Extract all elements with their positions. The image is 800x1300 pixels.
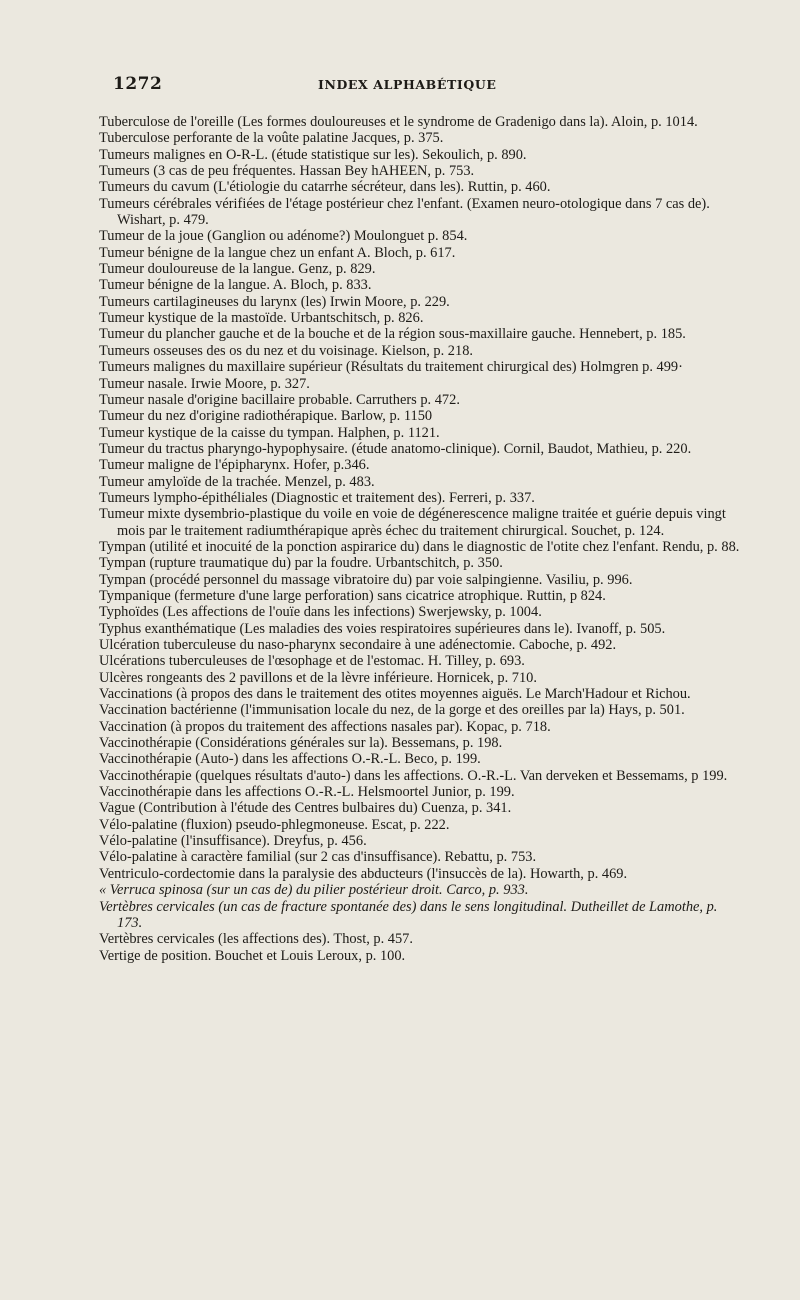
index-entry: Tumeurs osseuses des os du nez et du voisinage. Kielson, p. 218. — [99, 342, 473, 359]
index-entry: Tuberculose perforante de la voûte palatine Jacques, p. 375. — [99, 130, 444, 147]
index-entry: Tumeur kystique de la caisse du tympan. Halphen, p. 1121. — [99, 424, 440, 441]
index-entries — [99, 114, 744, 964]
index-entry: Tumeur amyloïde de la trachée. Menzel, p. 483. — [99, 473, 375, 490]
index-entry: Tumeur nasale d'origine bacillaire probable. Carruthers p. 472. — [99, 391, 460, 408]
index-entry: Vertèbres cervicales (les affections des). Thost, p. 457. — [99, 931, 413, 948]
index-entry: Vaccinothérapie (Considérations générales sur la). Bessemans, p. 198. — [99, 735, 503, 752]
index-entry: Typhus exanthématique (Les maladies des voies respiratoires supérieures dans le). Ivanoff, p. 505. — [99, 620, 666, 637]
index-entry: Tumeur du plancher gauche et de la bouche et de la région sous-maxillaire gauche. Hennebert, p. 185. — [99, 326, 686, 343]
index-entry: Vélo-palatine (fluxion) pseudo-phlegmoneuse. Escat, p. 222. — [99, 816, 450, 833]
index-entry: Tympan (utilité et inocuité de la ponction aspirarice du) dans le diagnostic de l'otite chez l'enfant. Rendu, p. 88. — [99, 538, 740, 555]
index-entry: Tympan (procédé personnel du massage vibratoire du) par voie salpingienne. Vasiliu, p. 996. — [99, 571, 633, 588]
index-entry: « Verruca spinosa (sur un cas de) du pilier postérieur droit. Carco, p. 933. — [99, 882, 529, 899]
index-entry: Tumeurs cérébrales vérifiées de l'étage postérieur chez l'enfant. (Examen neuro-otologique dans 7 cas de). Wishart, p. 479. — [99, 195, 710, 229]
running-head: INDEX ALPHABÉTIQUE — [318, 77, 497, 92]
index-entry: Vélo-palatine à caractère familial (sur 2 cas d'insuffisance). Rebattu, p. 753. — [99, 849, 537, 866]
index-entry: Tumeur bénigne de la langue chez un enfant A. Bloch, p. 617. — [99, 244, 456, 261]
index-entry: Ulcérations tuberculeuses de l'œsophage et de l'estomac. H. Tilley, p. 693. — [99, 653, 525, 670]
index-entry: Tumeur nasale. Irwie Moore, p. 327. — [99, 375, 310, 392]
index-entry: Vertèbres cervicales (un cas de fracture spontanée des) dans le sens longitudinal. Dutheillet de Lamothe, p. 173. — [99, 898, 718, 931]
index-entry: Vaccinothérapie (quelques résultats d'auto-) dans les affections. O.-R.-L. Van derveken et Bessemams, p 199. — [99, 767, 728, 784]
index-entry: Vaccinothérapie (Auto-) dans les affections O.-R.-L. Beco, p. 199. — [99, 751, 481, 768]
index-entry: Vague (Contribution à l'étude des Centres bulbaires du) Cuenza, p. 341. — [99, 800, 512, 817]
index-entry: Ventriculo-cordectomie dans la paralysie des abducteurs (l'insuccès de la). Howarth, p. 469. — [99, 865, 628, 882]
index-entry: Tumeurs malignes du maxillaire supérieur (Résultats du traitement chirurgical des) Holmgren p. 499· — [99, 359, 683, 376]
index-entry: Vélo-palatine (l'insuffisance). Dreyfus, p. 456. — [99, 833, 367, 850]
index-entry: Vaccinations (à propos des dans le traitement des otites moyennes aiguës. Le March'Hadour et Richou. — [99, 686, 691, 703]
index-entry: Tumeur du tractus pharyngo-hypophysaire. (étude anatomo-clinique). Cornil, Baudot, Mathieu, p. 220. — [99, 440, 692, 457]
index-entry: Vaccination bactérienne (l'immunisation locale du nez, de la gorge et des oreilles par la) Hays, p. 501. — [99, 702, 685, 719]
index-entry: Tympan (rupture traumatique du) par la foudre. Urbantschitch, p. 350. — [99, 555, 503, 572]
index-entry: Tumeur bénigne de la langue. A. Bloch, p. 833. — [99, 277, 372, 294]
index-entry: Vaccinothérapie dans les affections O.-R.-L. Helsmoortel Junior, p. 199. — [99, 784, 515, 801]
index-entry: Tympanique (fermeture d'une large perforation) sans cicatrice atrophique. Ruttin, p 824. — [99, 587, 606, 604]
index-entry: Ulcères rongeants des 2 pavillons et de la lèvre inférieure. Hornicek, p. 710. — [99, 669, 537, 686]
index-entry: Tumeurs du cavum (L'étiologie du catarrhe sécréteur, dans les). Ruttin, p. 460. — [99, 179, 551, 196]
index-entry: Tumeurs cartilagineuses du larynx (les) Irwin Moore, p. 229. — [99, 293, 450, 310]
index-entry: Tumeur douloureuse de la langue. Genz, p. 829. — [99, 261, 376, 278]
index-entry: Tumeur de la joue (Ganglion ou adénome?) Moulonguet p. 854. — [99, 228, 468, 245]
page-number: 1272 — [113, 74, 163, 94]
index-entry: Tumeur du nez d'origine radiothérapique. Barlow, p. 1150 — [99, 408, 433, 425]
index-entry: Vertige de position. Bouchet et Louis Leroux, p. 100. — [99, 947, 406, 964]
index-entry: Ulcération tuberculeuse du naso-pharynx secondaire à une adénectomie. Caboche, p. 492. — [99, 637, 617, 653]
index-entry: Tumeur mixte dysembrio-plastique du voile en voie de dégénerescence maligne traitée et guérie depuis vingt mois par le traitement radiumthérapique après échec du traitement chirurgical. Souchet, p. 124. — [99, 506, 726, 539]
index-entry: Tumeur kystique de la mastoïde. Urbantschitsch, p. 826. — [99, 310, 424, 327]
index-entry: Typhoïdes (Les affections de l'ouïe dans les infections) Swerjewsky, p. 1004. — [99, 604, 542, 621]
index-entry: Tumeurs lympho-épithéliales (Diagnostic et traitement des). Ferreri, p. 337. — [99, 489, 535, 506]
index-entry: Tuberculose de l'oreille (Les formes douloureuses et le syndrome de Gradenigo dans la). Aloin, p. 1014. — [99, 114, 698, 130]
index-entry: Tumeurs (3 cas de peu fréquentes. Hassan Bey hAHEEN, p. 753. — [99, 163, 475, 180]
index-entry: Tumeur maligne de l'épipharynx. Hofer, p.346. — [99, 457, 370, 474]
index-entry: Vaccination (à propos du traitement des affections nasales par). Kopac, p. 718. — [99, 718, 551, 735]
page-header — [0, 74, 800, 98]
index-entry: Tumeurs malignes en O-R-L. (étude statistique sur les). Sekoulich, p. 890. — [99, 146, 527, 163]
